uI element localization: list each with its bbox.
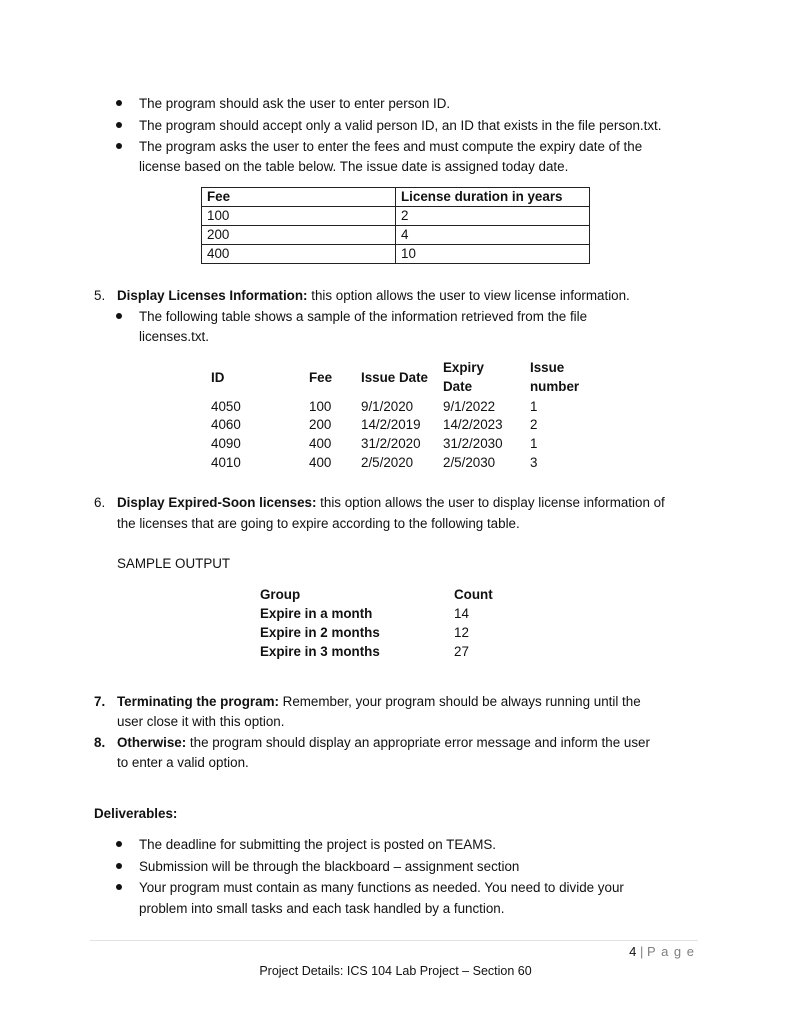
page-number: [629, 942, 695, 962]
table-cell: 4010: [211, 455, 241, 470]
page-word: P a g e: [647, 944, 695, 959]
table-cell: 100: [309, 399, 332, 414]
bullet-text: Your program must contain as many functions as needed. You need to divide your: [139, 880, 624, 895]
table-cell: 14/2/2023: [443, 417, 503, 432]
bullet-text: The program asks the user to enter the fees and must compute the expiry date of the: [139, 139, 643, 154]
footer-rule: [90, 940, 698, 941]
table-cell: 3: [530, 455, 538, 470]
bullet-icon: [116, 137, 124, 145]
table-header-cell: Date: [443, 379, 473, 394]
table-header-cell: Fee: [202, 188, 396, 207]
table-cell: 14/2/2019: [361, 417, 421, 432]
table-cell: 31/2/2030: [443, 436, 503, 451]
item-number: 6.: [94, 495, 106, 510]
item-title: Terminating the program:: [117, 694, 279, 709]
table-header-cell: License duration in years: [396, 188, 590, 207]
table-cell: 9/1/2020: [361, 399, 414, 414]
item-7-line: [117, 692, 641, 712]
table-header-cell: Fee: [309, 370, 333, 385]
footer-text: Project Details: ICS 104 Lab Project – Section 60: [259, 964, 532, 978]
table-header-cell: ID: [211, 370, 225, 385]
table-cell: 4050: [211, 399, 241, 414]
item-5-line: [117, 286, 630, 306]
item-text-continued: the licenses that are going to expire according to the following table.: [117, 516, 520, 531]
table-cell: 14: [454, 606, 469, 621]
bullet-icon: [116, 878, 124, 886]
bullet-text-continued: license based on the table below. The issue date is assigned today date.: [139, 159, 569, 174]
table-header-cell: number: [530, 379, 580, 394]
table-cell: 400: [309, 436, 332, 451]
table-cell: 200: [309, 417, 332, 432]
table-cell: 12: [454, 625, 469, 640]
item-6-line: [117, 493, 665, 513]
table-row: [202, 245, 590, 264]
table-cell: 4060: [211, 417, 241, 432]
table-cell: Expire in a month: [260, 606, 373, 621]
deliverables-heading: Deliverables:: [94, 806, 178, 821]
table-cell: 27: [454, 644, 469, 659]
table-cell: 100: [202, 207, 396, 226]
item-title: Display Expired-Soon licenses:: [117, 495, 317, 510]
item-number: 7.: [94, 694, 106, 709]
page-separator: |: [640, 944, 644, 959]
bullet-text: The program should accept only a valid person ID, an ID that exists in the file person.txt.: [139, 118, 662, 133]
table-row: [202, 207, 590, 226]
table-header-cell: Count: [454, 587, 493, 602]
table-cell: 2/5/2030: [443, 455, 496, 470]
table-cell: Expire in 3 months: [260, 644, 380, 659]
table-cell: 2/5/2020: [361, 455, 414, 470]
bullet-text: The deadline for submitting the project is posted on TEAMS.: [139, 837, 497, 852]
table-cell: 400: [202, 245, 396, 264]
table-cell: 4090: [211, 436, 241, 451]
item-text: this option allows the user to view license information.: [307, 288, 630, 303]
table-cell: 2: [396, 207, 590, 226]
table-row: [202, 226, 590, 245]
bullet-text-continued: licenses.txt.: [139, 329, 209, 344]
fee-duration-table: [201, 187, 590, 264]
table-header-row: [202, 188, 590, 207]
item-text-continued: user close it with this option.: [117, 714, 285, 729]
bullet-icon: [116, 307, 124, 315]
table-cell: 400: [309, 455, 332, 470]
bullet-icon: [116, 94, 124, 102]
item-text: this option allows the user to display license information of: [316, 495, 665, 510]
item-number: 5.: [94, 288, 106, 303]
item-text: Remember, your program should be always running until the: [278, 694, 641, 709]
bullet-icon: [116, 857, 124, 865]
table-cell: 10: [396, 245, 590, 264]
table-cell: 31/2/2020: [361, 436, 421, 451]
bullet-icon: [116, 116, 124, 124]
table-cell: 200: [202, 226, 396, 245]
table-cell: 4: [396, 226, 590, 245]
table-cell: 9/1/2022: [443, 399, 496, 414]
item-8-line: [117, 733, 650, 753]
table-header-cell: Group: [260, 587, 301, 602]
table-header-cell: Issue Date: [361, 370, 428, 385]
item-text-continued: to enter a valid option.: [117, 755, 249, 770]
bullet-text: Submission will be through the blackboard – assignment section: [139, 859, 520, 874]
page-number-value: 4: [629, 944, 637, 959]
table-header-cell: Expiry: [443, 360, 484, 375]
sample-output-label: SAMPLE OUTPUT: [117, 556, 231, 571]
bullet-text-continued: problem into small tasks and each task handled by a function.: [139, 901, 505, 916]
item-title: Display Licenses Information:: [117, 288, 308, 303]
item-text: the program should display an appropriate error message and inform the user: [186, 735, 650, 750]
item-title: Otherwise:: [117, 735, 187, 750]
table-cell: 2: [530, 417, 538, 432]
item-number: 8.: [94, 735, 106, 750]
table-cell: Expire in 2 months: [260, 625, 380, 640]
table-header-cell: Issue: [530, 360, 565, 375]
bullet-text: The following table shows a sample of the information retrieved from the file: [139, 309, 588, 324]
bullet-icon: [116, 835, 124, 843]
table-cell: 1: [530, 399, 538, 414]
table-cell: 1: [530, 436, 538, 451]
bullet-text: The program should ask the user to enter person ID.: [139, 96, 451, 111]
